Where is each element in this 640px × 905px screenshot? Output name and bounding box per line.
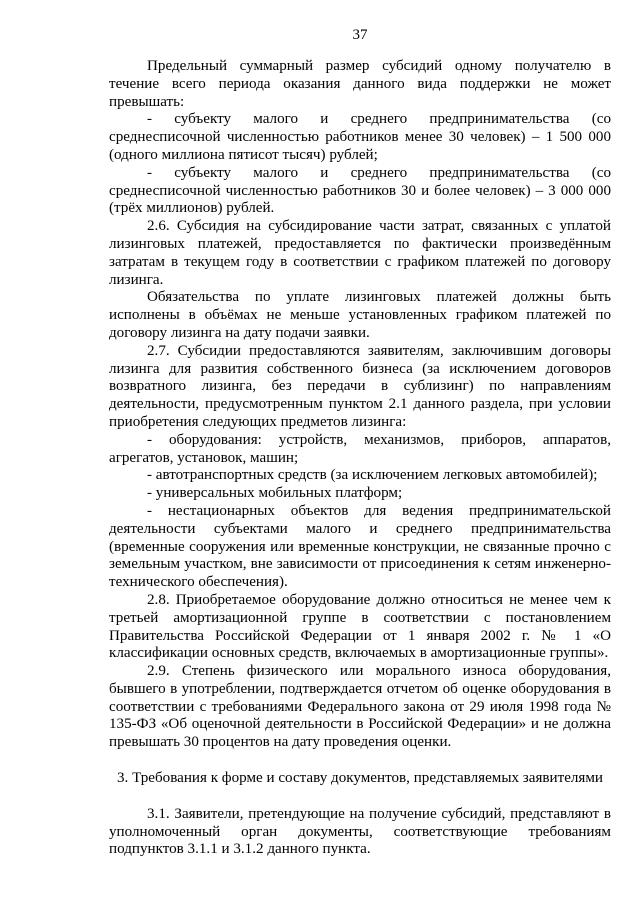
- paragraph-subsidy-limit: Предельный суммарный размер субсидий одному получателю в течение всего периода оказания данного вида поддержки не может превышать:: [109, 58, 611, 110]
- list-item-small-enterprise-limit: - субъекту малого и среднего предпринимательства (со среднесписочной численностью работников менее 30 человек) – 1 500 000 (одного миллиона пятисот тысяч) рублей;: [109, 111, 611, 163]
- list-item-non-stationary-objects: - нестационарных объектов для ведения предпринимательской деятельности субъектами малого и среднего предпринимательства (временные сооружения или временные конструкции, не связанные прочно с земельным участком, вне зависимости от присоединения к сетям инженерно-технического обеспечения).: [109, 502, 611, 591]
- paragraph-2-6: 2.6. Субсидия на субсидирование части затрат, связанных с уплатой лизинговых платежей, предоставляется по фактически произведённым затратам в текущем году в соответствии с графиком платежей по договору лизинга.: [109, 218, 611, 288]
- page-number: 37: [352, 27, 368, 43]
- list-item-vehicles: - автотранспортных средств (за исключением легковых автомобилей);: [147, 467, 598, 484]
- paragraph-leasing-obligations: Обязательства по уплате лизинговых платежей должны быть исполнены в объёмах не меньше установленных графиком платежей по договору лизинга на дату подачи заявки.: [109, 289, 611, 341]
- section-heading: 3. Требования к форме и составу документов, представляемых заявителями: [116, 770, 603, 787]
- paragraph-2-8: 2.8. Приобретаемое оборудование должно относиться не менее чем к третьей амортизационной группе в соответствии с постановлением Правительства Российской Федерации от 1 января 2002 г. № 1 «О классификации основных средств, включаемых в амортизационные группы».: [109, 591, 611, 662]
- document-page: [109, 26, 611, 859]
- paragraph-2-9: 2.9. Степень физического или морального износа оборудования, бывшего в употреблении, подтверждается отчетом об оценке оборудования в соответствии с требованиями Федерального закона от 29 июля 1998 года № 135-ФЗ «Об оценочной деятельности в Российской Федерации» и не должна превышать 30 процентов на дату проведения оценки.: [109, 663, 611, 751]
- list-item-mobile-platforms: - универсальных мобильных платформ;: [147, 485, 403, 502]
- paragraph-3-1: 3.1. Заявители, претендующие на получение субсидий, представляют в уполномоченный орган документы, соответствующие требованиям подпунктов 3.1.1 и 3.1.2 данного пункта.: [109, 805, 611, 858]
- paragraph-2-7: 2.7. Субсидии предоставляются заявителям, заключившим договоры лизинга для развития собственного бизнеса (за исключением договоров возвратного лизинга, без передачи в сублизинг) по направлениям деятельности, предусмотренным пунктом 2.1 данного раздела, при условии приобретения следующих предметов лизинга:: [109, 342, 611, 430]
- list-item-medium-enterprise-limit: - субъекту малого и среднего предпринимательства (со среднесписочной численностью работников 30 и более человек) – 3 000 000 (трёх миллионов) рублей.: [109, 164, 611, 217]
- list-item-equipment: - оборудования: устройств, механизмов, приборов, аппаратов, агрегатов, установок, машин;: [109, 431, 611, 466]
